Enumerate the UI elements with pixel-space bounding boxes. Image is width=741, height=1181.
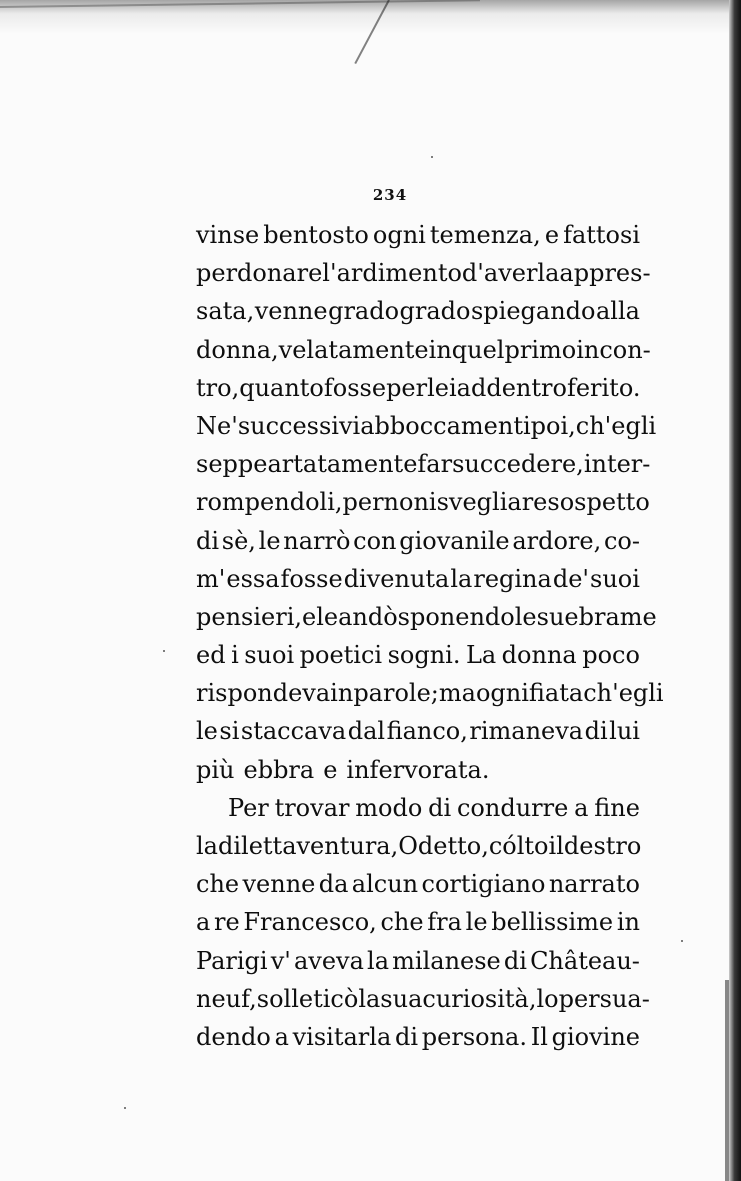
- text-line: neuf, solleticò la sua curiosità, lo persua-: [196, 984, 650, 1013]
- text-line: a re Francesco, che fra le bellissime in: [196, 908, 640, 937]
- page-number: 234: [372, 186, 408, 204]
- text-line: di sè, le narrò con giovanile ardore, co-: [196, 526, 640, 555]
- dust-speck: [163, 650, 165, 652]
- text-line: rompendoli, per non isvegliare sospetto: [196, 488, 650, 517]
- body-text: [196, 216, 664, 1056]
- text-line: vinse bentosto ogni temenza, e fattosi: [196, 221, 640, 249]
- text-line: perdonare l' ardimento d' averla appres-: [196, 259, 651, 288]
- text-line: tro, quanto fosse per lei addentro ferito.: [196, 373, 641, 402]
- text-line: rispondeva in parole; ma ogni fiata ch' egli: [196, 679, 664, 708]
- text-line: le si staccava dal fianco, rimaneva di lui: [196, 717, 640, 746]
- text-line: sata, venne grado grado spiegando alla: [196, 297, 640, 326]
- scan-edge-right: [729, 0, 741, 1181]
- scan-edge-right-inner: [725, 980, 729, 1181]
- text-line: Per trovar modo di condurre a fine: [228, 793, 640, 822]
- text-line: Parigi v' aveva la milanese di Château-: [196, 946, 640, 975]
- text-line: donna, velatamente in quel primo incon-: [196, 335, 651, 364]
- text-line: ed i suoi poetici sogni. La donna poco: [196, 641, 640, 670]
- text-line: m' essa fosse divenuta la regina de' suoi: [196, 564, 640, 593]
- text-line: Ne' successivi abboccamenti poi, ch' egli: [196, 411, 657, 440]
- text-line: la diletta ventura, Odetto, cólto il destro: [196, 832, 642, 860]
- text-line: più ebbra e infervorata.: [196, 755, 490, 784]
- dust-speck: [124, 1107, 126, 1109]
- dust-speck: [431, 156, 433, 158]
- text-line: che venne da alcun cortigiano narrato: [196, 870, 640, 899]
- text-line: seppe artatamente far succedere, inter-: [196, 450, 651, 479]
- text-line: pensieri, e le andò sponendo le sue brame: [196, 602, 657, 631]
- dust-speck: [681, 940, 683, 942]
- text-line: dendo a visitarla di persona. Il giovine: [196, 1022, 640, 1051]
